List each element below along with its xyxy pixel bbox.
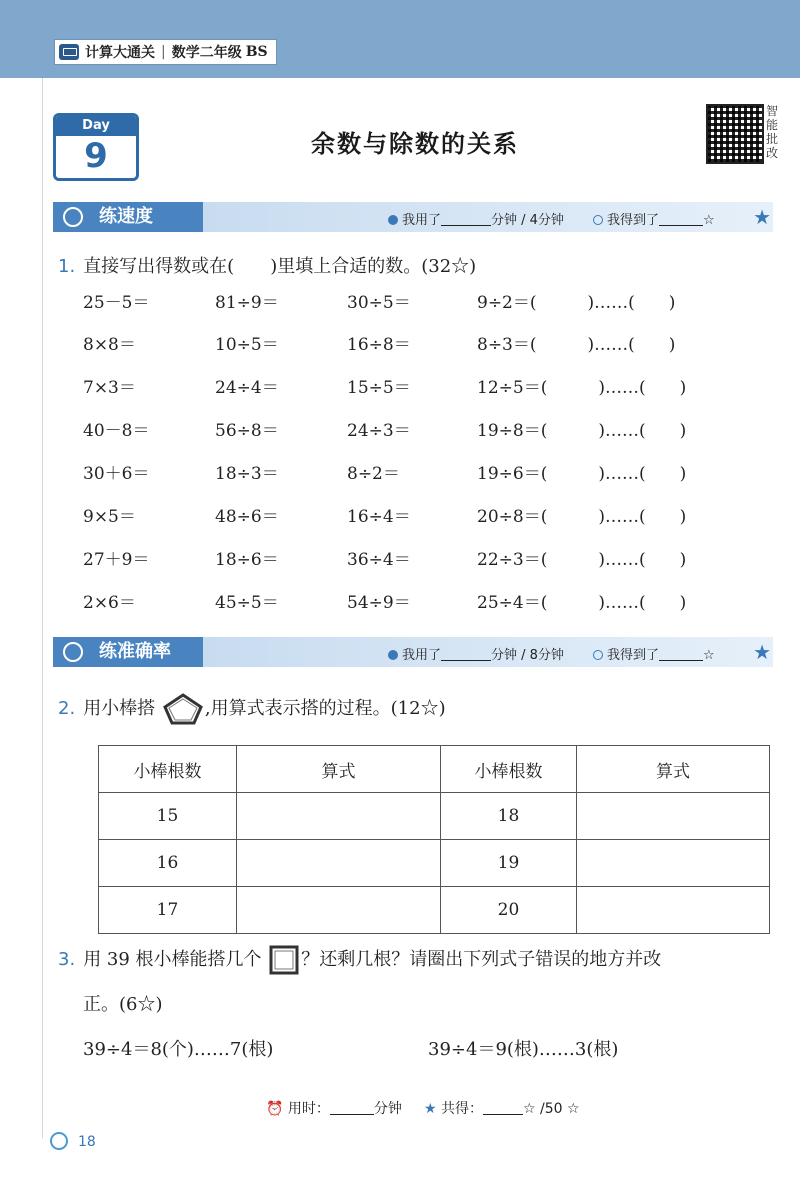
- stick-count: 16: [99, 840, 237, 887]
- subject-name: 数学二年级: [171, 45, 242, 61]
- equation-2[interactable]: 39÷4＝9(根)……3(根): [428, 1039, 619, 1060]
- calc-item[interactable]: 54÷9＝: [347, 593, 411, 613]
- calc-item[interactable]: 25÷4＝( )……( ): [477, 593, 687, 613]
- used-suffix: 分钟 / 4分钟: [491, 213, 564, 228]
- series-label: [54, 39, 277, 65]
- column-header: 算式: [577, 746, 770, 793]
- question-text-after: ,用算式表示搭的过程。(12☆): [204, 698, 446, 719]
- time-used: [388, 209, 564, 228]
- book-icon: [59, 44, 79, 60]
- calc-item[interactable]: 30＋6＝: [83, 464, 150, 484]
- score-got: [593, 209, 715, 228]
- square-icon: [267, 944, 301, 976]
- table-row: [99, 887, 770, 934]
- calc-item[interactable]: 2×6＝: [83, 593, 136, 613]
- check-icon: [593, 215, 603, 225]
- alarm-clock-icon: ⏰: [266, 1101, 284, 1117]
- question-text-after: ？还剩几根？请圈出下列式子错误的地方并改: [301, 949, 662, 970]
- day-badge: [53, 113, 139, 181]
- calc-item[interactable]: 18÷6＝: [215, 550, 279, 570]
- got-suffix: ☆: [703, 648, 715, 663]
- section-speed: [53, 202, 773, 232]
- question-number: 2.: [58, 698, 76, 719]
- question-text-before: 用 39 根小棒能搭几个: [83, 949, 262, 970]
- calc-item[interactable]: 40－8＝: [83, 421, 150, 441]
- pentagon-icon: [161, 692, 205, 726]
- total-blank[interactable]: [483, 1114, 523, 1115]
- answer-cell[interactable]: [577, 887, 770, 934]
- time-suffix: 分钟: [373, 1101, 402, 1117]
- time-blank[interactable]: [441, 225, 491, 226]
- calc-item[interactable]: 15÷5＝: [347, 378, 411, 398]
- question-text-before: 用小棒搭: [83, 698, 156, 719]
- section-accuracy: [53, 637, 773, 667]
- drop-icon: [388, 215, 398, 225]
- calc-item[interactable]: 9×5＝: [83, 507, 136, 527]
- star-icon: ★: [424, 1101, 437, 1117]
- calc-item[interactable]: 36÷4＝: [347, 550, 411, 570]
- check-icon: [593, 650, 603, 660]
- column-header: 小棒根数: [441, 746, 577, 793]
- table-header-row: [99, 746, 770, 793]
- brand-name: 计算大通关: [85, 45, 155, 61]
- total-prefix: 共得：: [441, 1101, 484, 1117]
- margin-line: [42, 78, 43, 1138]
- calc-item[interactable]: 20÷8＝( )……( ): [477, 507, 687, 527]
- calc-item[interactable]: 8÷3＝( )……( ): [477, 335, 676, 355]
- calc-item[interactable]: 8÷2＝: [347, 464, 400, 484]
- calc-item[interactable]: 19÷8＝( )……( ): [477, 421, 687, 441]
- star-icon: ★: [753, 205, 771, 229]
- got-suffix: ☆: [703, 213, 715, 228]
- separator: |: [161, 44, 166, 60]
- top-banner: [0, 0, 800, 78]
- got-prefix: 我得到了: [607, 213, 660, 228]
- calc-item[interactable]: 16÷4＝: [347, 507, 411, 527]
- calc-item[interactable]: 12÷5＝( )……( ): [477, 378, 687, 398]
- stick-count: 20: [441, 887, 577, 934]
- stick-count: 15: [99, 793, 237, 840]
- question-3-line2: 正。(6☆): [83, 994, 163, 1015]
- time-blank[interactable]: [441, 660, 491, 661]
- question-number: 3.: [58, 949, 76, 970]
- sun-icon: [50, 1132, 68, 1150]
- answer-cell[interactable]: [237, 887, 441, 934]
- calc-item[interactable]: 10÷5＝: [215, 335, 279, 355]
- day-number: 9: [84, 136, 108, 176]
- target-icon: [63, 642, 83, 662]
- qr-label: 智能批改: [766, 104, 779, 160]
- calc-item[interactable]: 8×8＝: [83, 335, 136, 355]
- score-blank[interactable]: [659, 660, 703, 661]
- table-row: [99, 793, 770, 840]
- calc-item[interactable]: 56÷8＝: [215, 421, 279, 441]
- calc-item[interactable]: 24÷3＝: [347, 421, 411, 441]
- calc-item[interactable]: 45÷5＝: [215, 593, 279, 613]
- equation-1[interactable]: 39÷4＝8(个)……7(根): [83, 1039, 274, 1060]
- calc-item[interactable]: 24÷4＝: [215, 378, 279, 398]
- question-number: 1.: [58, 256, 76, 277]
- section-title: 练速度: [99, 206, 153, 227]
- stick-count: 18: [441, 793, 577, 840]
- calc-item[interactable]: 25－5＝: [83, 293, 150, 313]
- used-prefix: 我用了: [402, 648, 442, 663]
- calc-item[interactable]: 27＋9＝: [83, 550, 150, 570]
- page-number: 18: [78, 1134, 96, 1150]
- calc-item[interactable]: 16÷8＝: [347, 335, 411, 355]
- calc-item[interactable]: 19÷6＝( )……( ): [477, 464, 687, 484]
- question-text: 直接写出得数或在( )里填上合适的数。(32☆): [83, 256, 477, 277]
- calc-item[interactable]: 48÷6＝: [215, 507, 279, 527]
- answer-cell[interactable]: [237, 793, 441, 840]
- qr-code-icon[interactable]: [706, 104, 764, 164]
- total-suffix: ☆ /50 ☆: [523, 1101, 580, 1117]
- calc-item[interactable]: 81÷9＝: [215, 293, 279, 313]
- time-used: [388, 644, 564, 663]
- answer-cell[interactable]: [577, 840, 770, 887]
- got-prefix: 我得到了: [607, 648, 660, 663]
- section-title: 练准确率: [99, 641, 171, 662]
- used-prefix: 我用了: [402, 213, 442, 228]
- star-icon: ★: [753, 640, 771, 664]
- time-prefix: 用时：: [287, 1101, 330, 1117]
- day-label: Day: [56, 116, 136, 136]
- stick-count: 19: [441, 840, 577, 887]
- answer-cell[interactable]: [237, 840, 441, 887]
- table-row: [99, 840, 770, 887]
- calc-item[interactable]: 7×3＝: [83, 378, 136, 398]
- sticks-table: [98, 745, 770, 934]
- column-header: 算式: [237, 746, 441, 793]
- time-blank[interactable]: [330, 1114, 374, 1115]
- used-suffix: 分钟 / 8分钟: [491, 648, 564, 663]
- question-3: [58, 944, 661, 976]
- score-blank[interactable]: [659, 225, 703, 226]
- section-tag: [53, 637, 203, 667]
- calc-item[interactable]: 22÷3＝( )……( ): [477, 550, 687, 570]
- footer-score: [424, 1098, 580, 1118]
- column-header: 小棒根数: [99, 746, 237, 793]
- footer-time: [266, 1098, 402, 1118]
- calc-item[interactable]: 9÷2＝( )……( ): [477, 293, 676, 313]
- calc-item[interactable]: 18÷3＝: [215, 464, 279, 484]
- edition: BS: [245, 44, 268, 60]
- calc-item[interactable]: 30÷5＝: [347, 293, 411, 313]
- answer-cell[interactable]: [577, 793, 770, 840]
- score-got: [593, 644, 715, 663]
- page-title: 余数与除数的关系: [311, 130, 519, 158]
- question-2: [58, 692, 446, 726]
- section-tag: [53, 202, 203, 232]
- stick-count: 17: [99, 887, 237, 934]
- drop-icon: [388, 650, 398, 660]
- stopwatch-icon: [63, 207, 83, 227]
- question-1: [58, 252, 476, 278]
